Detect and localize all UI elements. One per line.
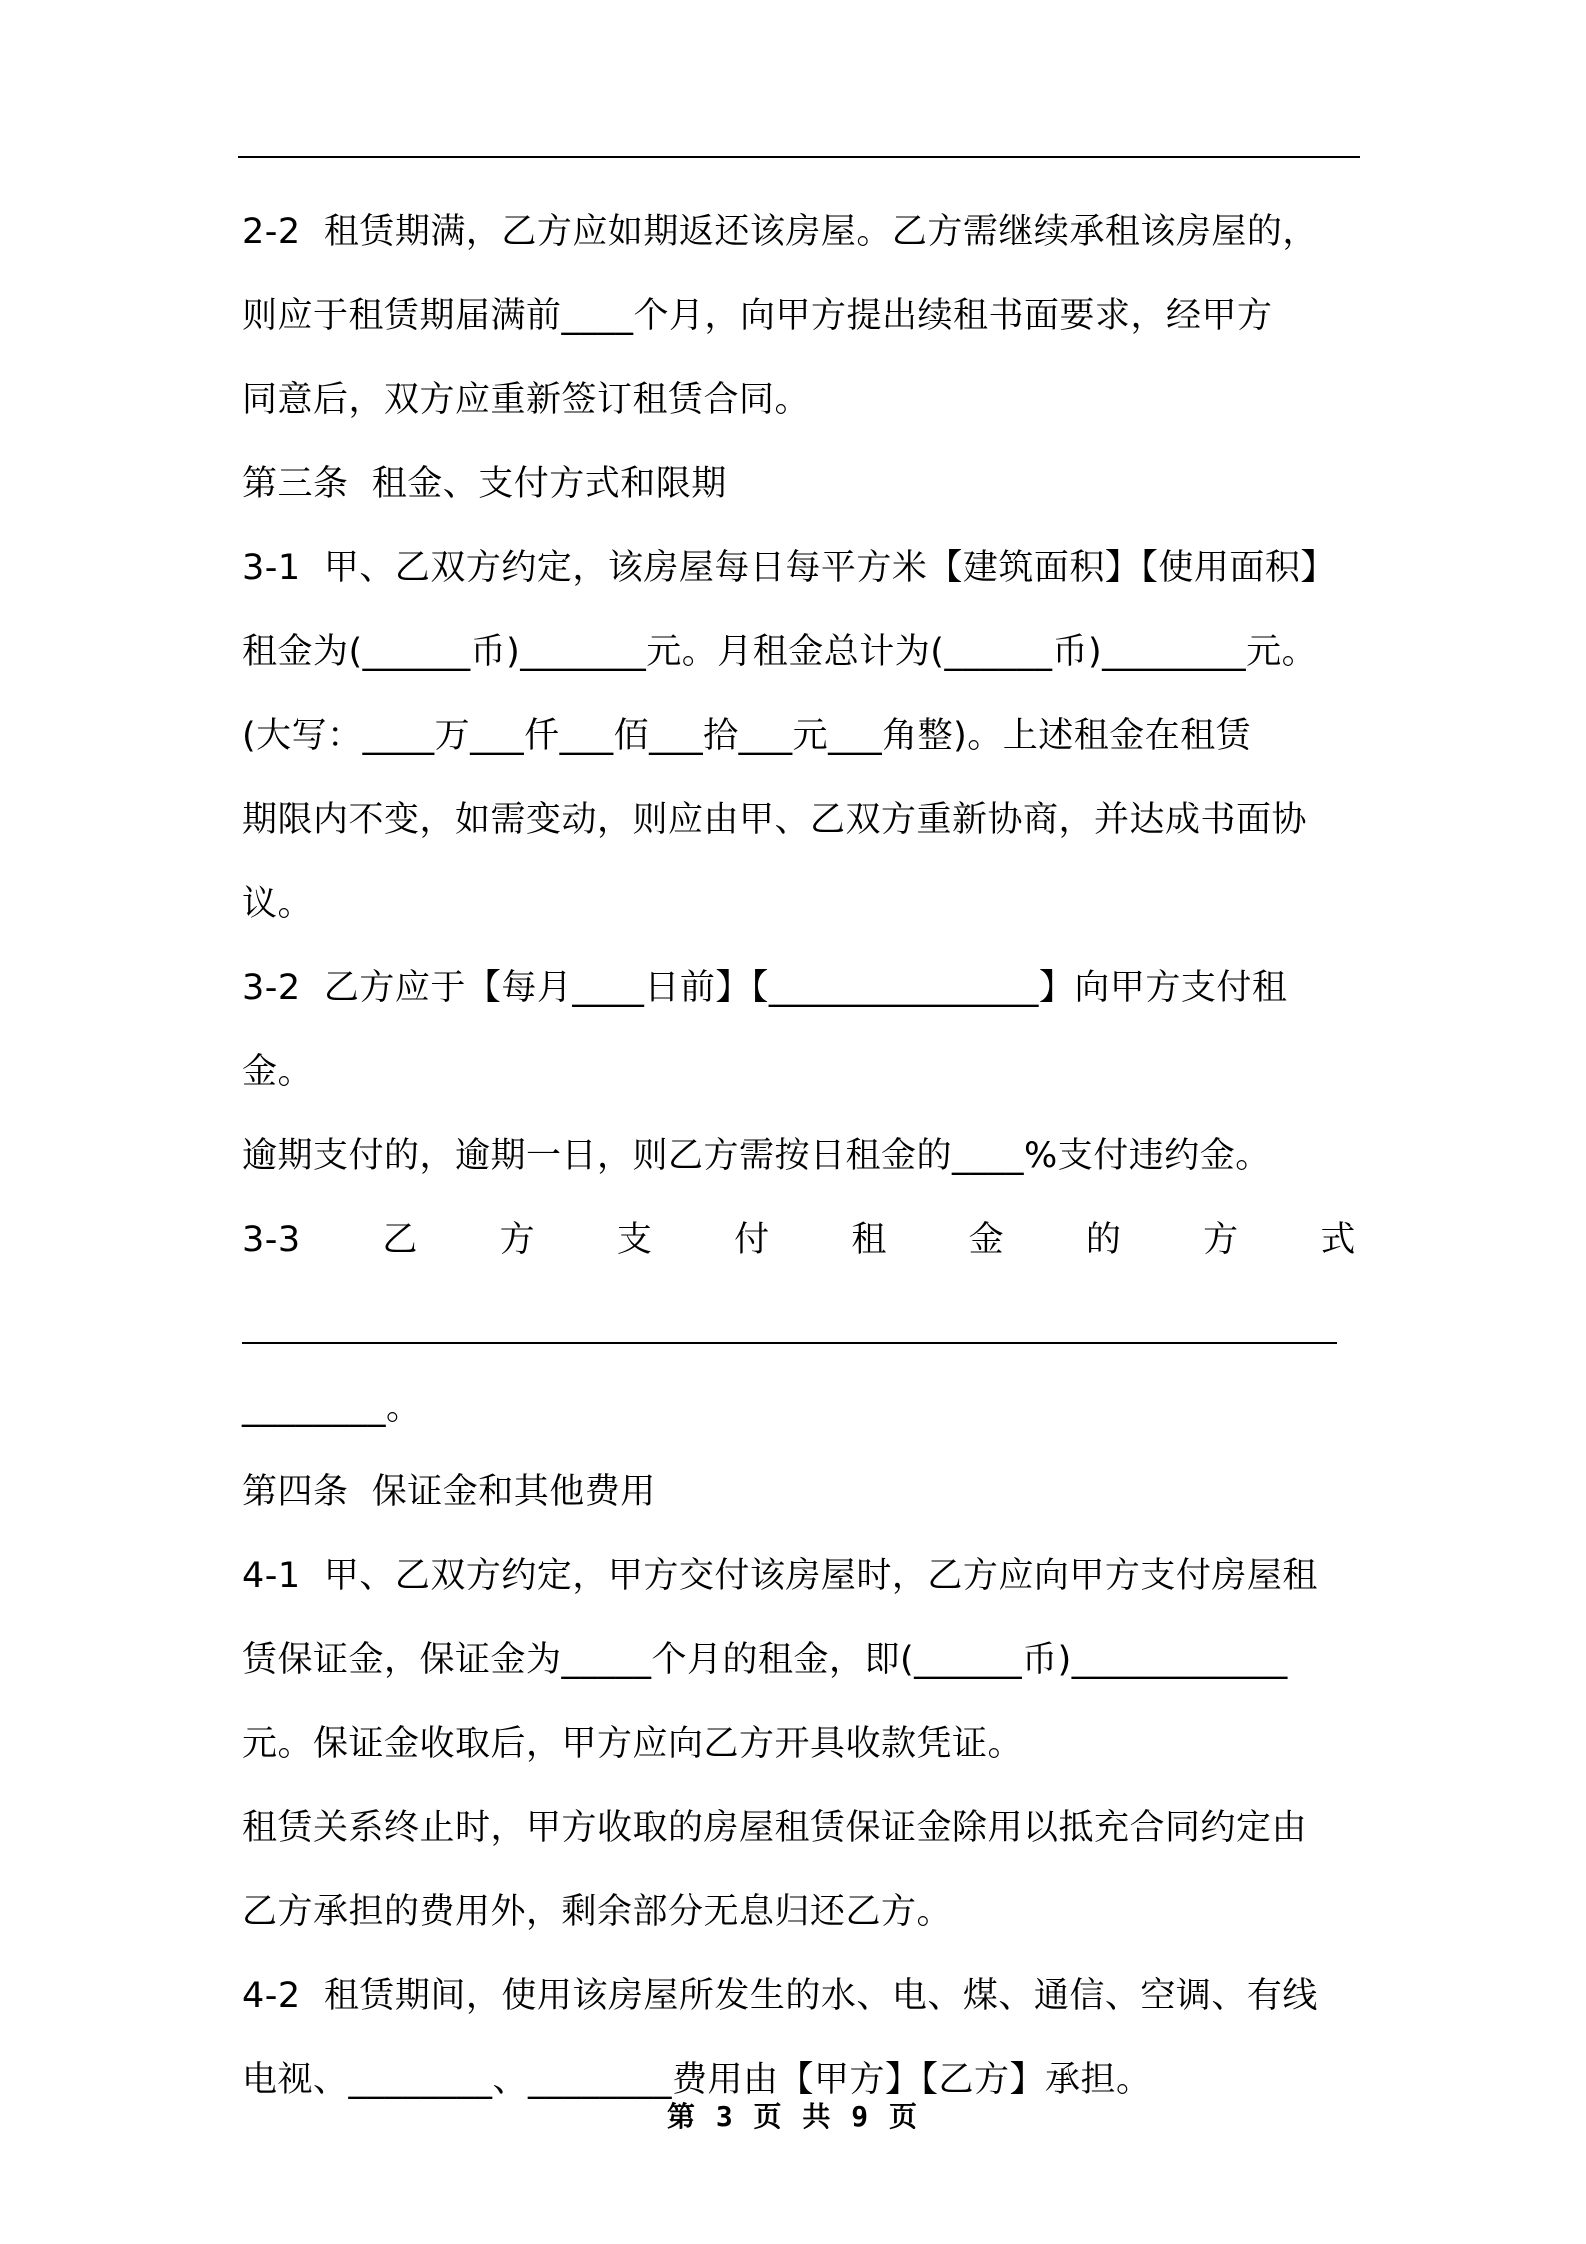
clause-3-3-char: 方 bbox=[1203, 1220, 1239, 1260]
clause-3-3-char: 的 bbox=[1085, 1220, 1122, 1260]
clause-3-1-line-5: 议。 bbox=[242, 884, 314, 924]
clause-3-3-char: 付 bbox=[734, 1220, 770, 1260]
fill-in-underline bbox=[242, 1342, 1337, 1344]
clause-3-1-line-1: 3-1 甲、乙双方约定，该房屋每日每平方米【建筑面积】【使用面积】 bbox=[242, 548, 1336, 588]
clause-3-3-char: 乙 bbox=[382, 1220, 418, 1260]
clause-3-1-line-4: 期限内不变，如需变动，则应由甲、乙双方重新协商，并达成书面协 bbox=[242, 800, 1308, 840]
clause-3-1-line-2: 租金为(______币)_______元。月租金总计为(______币)________元。 bbox=[242, 632, 1318, 672]
clause-3-2-line-1: 3-2 乙方应于【每月____日前】【_______________】向甲方支付租金。 bbox=[242, 968, 1288, 1092]
document-body bbox=[242, 190, 1356, 2122]
article-3-heading: 第三条 租金、支付方式和限期 bbox=[242, 464, 727, 504]
clause-3-2-line-2: 逾期支付的，逾期一日，则乙方需按日租金的____%支付违约金。 bbox=[242, 1136, 1271, 1176]
clause-3-3-char: 方 bbox=[499, 1220, 536, 1260]
clause-4-1-line-1: 4-1 甲、乙双方约定，甲方交付该房屋时，乙方应向甲方支付房屋租 bbox=[242, 1556, 1318, 1596]
clause-4-1-line-3: 元。保证金收取后，甲方应向乙方开具收款凭证。 bbox=[242, 1724, 1024, 1764]
clause-2-2-line-3: 同意后，双方应重新签订租赁合同。 bbox=[242, 380, 811, 420]
clause-2-2-line-2: 则应于租赁期届满前____个月，向甲方提出续租书面要求，经甲方 bbox=[242, 296, 1273, 336]
clause-4-2-line-2: 电视、________、________费用由【甲方】【乙方】承担。 bbox=[242, 2060, 1152, 2100]
clause-3-3-char: 支 bbox=[616, 1220, 653, 1260]
clause-3-1-line-3: (大写：____万___仟___佰___拾___元___角整)。上述租金在租赁 bbox=[242, 716, 1252, 756]
clause-3-3-fill-in-line bbox=[242, 1282, 1356, 1366]
clause-4-1b-line-2: 乙方承担的费用外，剩余部分无息归还乙方。 bbox=[242, 1892, 953, 1932]
clause-4-1b-line-1: 租赁关系终止时，甲方收取的房屋租赁保证金除用以抵充合同约定由 bbox=[242, 1808, 1308, 1848]
clause-4-1-line-2: 赁保证金，保证金为_____个月的租金，即(______币)____________ bbox=[242, 1640, 1288, 1680]
clause-2-2-line-1: 2-2 租赁期满，乙方应如期返还该房屋。乙方需继续承租该房屋的， bbox=[242, 212, 1318, 252]
clause-3-3-number: 3-3 bbox=[242, 1220, 301, 1260]
clause-3-3-line-1 bbox=[242, 1198, 1356, 1282]
clause-3-3-char: 租 bbox=[851, 1220, 887, 1260]
clause-3-3-char: 式 bbox=[1320, 1220, 1356, 1260]
clause-3-3-char: 金 bbox=[968, 1220, 1005, 1260]
clause-3-3-line-3: ________。 bbox=[242, 1388, 422, 1428]
header-rule bbox=[238, 156, 1360, 158]
clause-4-2-line-1: 4-2 租赁期间，使用该房屋所发生的水、电、煤、通信、空调、有线 bbox=[242, 1976, 1318, 2016]
page-number: 第 3 页 共 9 页 bbox=[666, 2100, 919, 2133]
article-4-heading: 第四条 保证金和其他费用 bbox=[242, 1472, 656, 1512]
